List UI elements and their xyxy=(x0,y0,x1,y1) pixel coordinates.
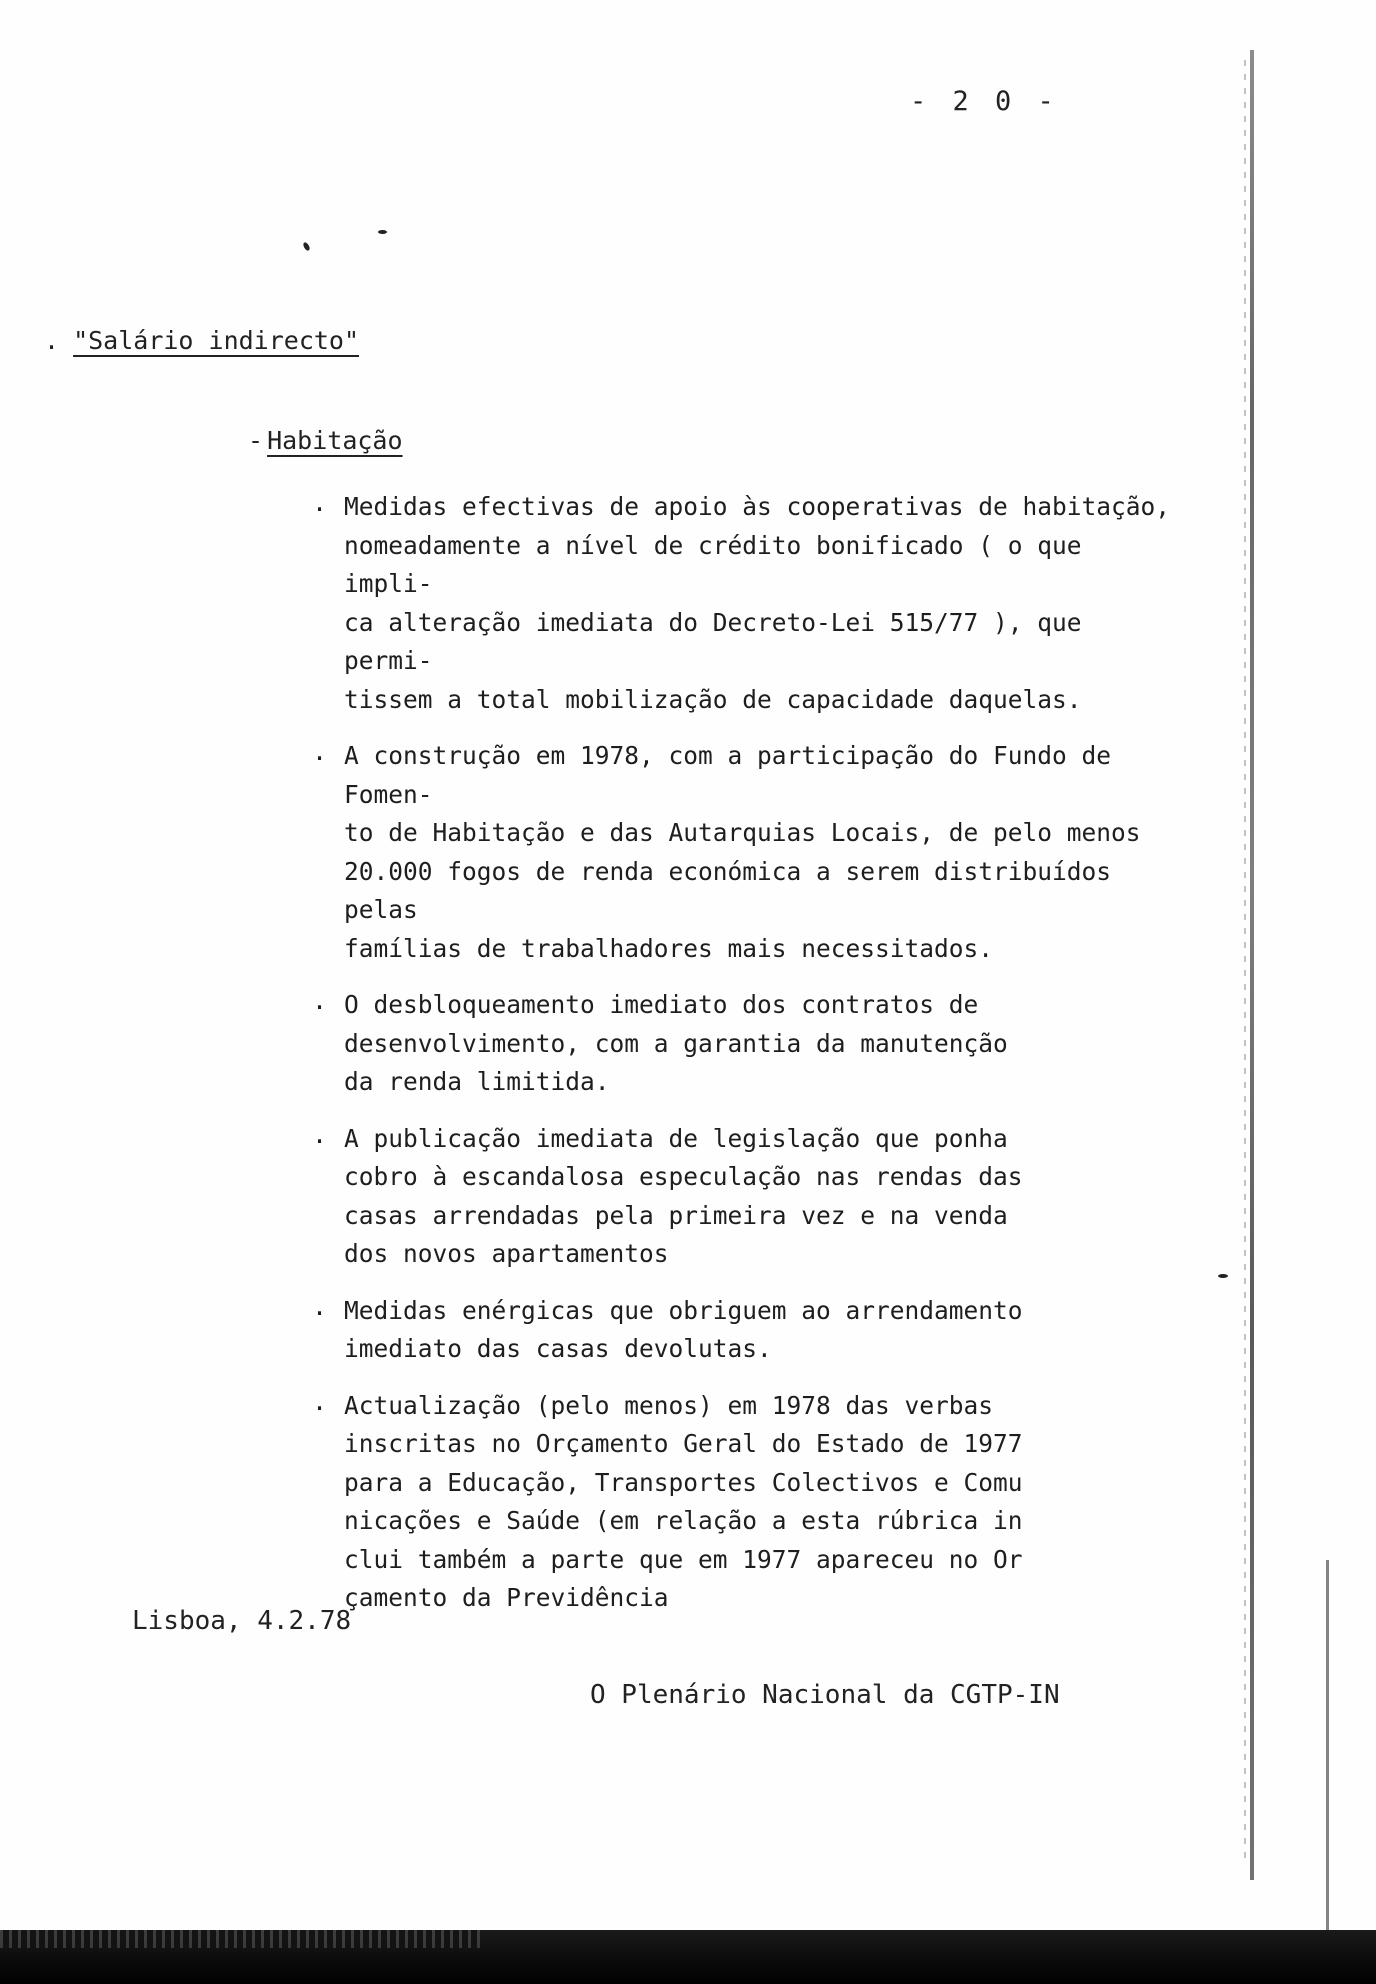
scan-speck xyxy=(378,230,387,234)
list-item xyxy=(310,488,1170,719)
list-item xyxy=(310,1120,1170,1274)
list-bullet: . xyxy=(312,1291,328,1321)
subsection-heading xyxy=(248,426,403,455)
list-item xyxy=(310,1292,1170,1369)
place-and-date: Lisboa, 4.2.78 xyxy=(132,1606,352,1636)
scan-speck xyxy=(302,241,311,251)
list-bullet: . xyxy=(312,986,328,1015)
list-item-text: A publicação imediata de legislação que ponha cobro à escandalosa especulação nas rendas das casas arrendadas pela primeira vez e na venda dos novos apartamentos xyxy=(344,1123,1023,1268)
scan-bottom-border xyxy=(0,1930,1376,1984)
section-bullet: . xyxy=(44,326,60,355)
signature-line: O Plenário Nacional da CGTP-IN xyxy=(590,1680,1060,1710)
list-item-text: Actualização (pelo menos) em 1978 das verbas inscritas no Orçamento Geral do Estado de 1977 para a Educação, Transportes Colectivos e Comu nicações e Saúde (em relação a esta rúbrica in clui também a parte que em 1977 apareceu no Or çamento da Previdência xyxy=(344,1390,1023,1612)
section-title: "Salário indirecto" xyxy=(73,326,360,355)
subsection-title: Habitação xyxy=(267,426,403,455)
list-item xyxy=(310,986,1170,1102)
subsection-dash: - xyxy=(248,426,264,455)
list-bullet: . xyxy=(312,1119,328,1149)
list-item xyxy=(310,1387,1170,1618)
list-bullet: . xyxy=(312,488,328,517)
list-bullet: . xyxy=(312,1386,328,1416)
demands-list xyxy=(310,488,1170,1636)
scan-edge-artifact xyxy=(1244,60,1246,1860)
page-number: - 2 0 - xyxy=(910,86,1059,117)
section-heading xyxy=(44,326,359,355)
list-item-text: O desbloqueamento imediato dos contratos de desenvolvimento, com a garantia da manutenção da renda limitida. xyxy=(344,990,1008,1096)
list-item xyxy=(310,737,1170,968)
scan-edge-artifact xyxy=(1250,50,1254,1880)
list-item-text: Medidas enérgicas que obriguem ao arrendamento imediato das casas devolutas. xyxy=(344,1295,1023,1363)
list-item-text: A construção em 1978, com a participação do Fundo de Fomen- to de Habitação e das Autarquias Locais, de pelo menos 20.000 fogos de renda económica a serem distribuídos pelas famílias de trabalhadores mais necessitados. xyxy=(344,741,1141,963)
scan-edge-artifact xyxy=(1326,1560,1329,1940)
list-item-text: Medidas efectivas de apoio às cooperativas de habitação, nomeadamente a nível de crédito bonificado ( o que impli- ca alteração imediata do Decreto-Lei 515/77 ), que permi- tissem a total mobilização de capacidade daquelas. xyxy=(344,492,1171,714)
scan-speck xyxy=(1218,1274,1228,1278)
list-bullet: . xyxy=(312,737,328,766)
